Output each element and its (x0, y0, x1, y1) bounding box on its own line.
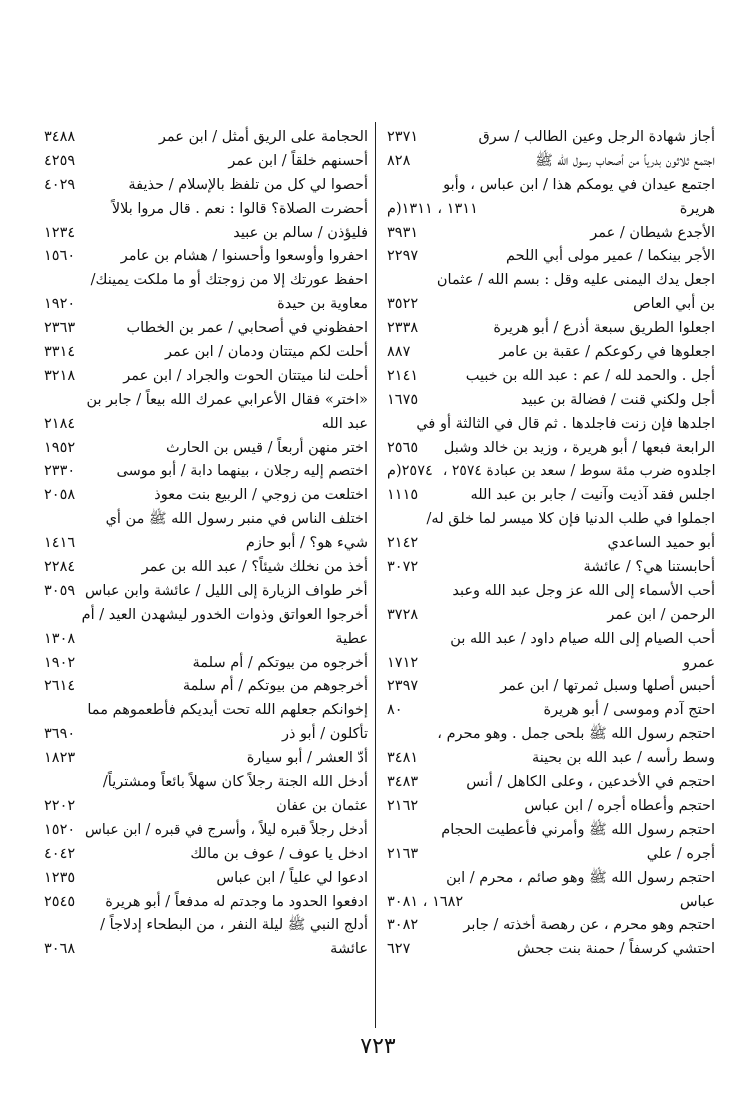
index-entry (383, 867, 715, 891)
entry-number: ٢٢٠٢ (44, 797, 76, 814)
entry-text: اجعل يدك اليمنى عليه وقل : بسم الله / عثمان (436, 272, 715, 289)
entry-number: ١٧١٢ (387, 654, 419, 671)
index-entry (383, 150, 715, 174)
index-entry (40, 150, 368, 174)
entry-number: ٤٠٤٢ (44, 845, 76, 862)
entry-text: أخرجوه من بيوتكم / أم سلمة (192, 654, 368, 671)
index-entry (40, 484, 368, 508)
index-entry (383, 723, 715, 747)
entry-text: فليؤذن / سالم بن عبيد (233, 224, 368, 241)
page-number: ٧٢٣ (360, 1034, 396, 1059)
entry-number: ٣٦٩٠ (44, 726, 76, 743)
entry-text: أجاز شهادة الرجل وعين الطالب / سرق (478, 129, 715, 145)
entry-text: أخذ من نخلك شيئاً؟ / عبد الله بن عمر (141, 559, 368, 576)
entry-number: ٢٣٩٧ (387, 678, 419, 695)
index-entry (40, 819, 368, 843)
entry-text: اجتمع ثلاثون بدرياً من أصحاب رسول الله ﷺ (535, 152, 715, 169)
index-entry (383, 652, 715, 676)
index-entry (40, 293, 368, 317)
entry-text: أدخل رجلاً قبره ليلاً ، وأسرج في قبره / ابن عباس (85, 821, 368, 838)
index-entry (40, 556, 368, 580)
entry-text: أدّ العشر / أبو سيارة (246, 750, 368, 767)
entry-text: أدلج النبي ﷺ ليلة النفر ، من البطحاء إدلاجاً / (100, 917, 368, 934)
entry-number: ١٦٨٢ ، ٣٠٨١ (387, 893, 464, 910)
entry-number: ٨٢٨ (387, 152, 411, 169)
entry-text: تأكلون / أبو ذر (281, 726, 368, 743)
entry-number: ٦٢٧ (387, 941, 411, 958)
index-entry (40, 222, 368, 246)
entry-text: أحابستنا هي؟ / عائشة (583, 559, 715, 576)
index-entry (383, 891, 715, 915)
entry-text: وسط رأسه / عبد الله بن بحينة (531, 750, 715, 767)
entry-text: اجملوا في طلب الدنيا فإن كلا ميسر لما خلق له/ (426, 511, 715, 528)
entry-text: شيء هو؟ / أبو حازم (245, 535, 368, 552)
entry-number: ١١١٥ (387, 487, 419, 504)
entry-number: ٢٢٩٧ (387, 248, 419, 265)
index-entry (40, 580, 368, 604)
entry-text: أحب الصيام إلى الله صيام داود / عبد الله بن (450, 630, 715, 647)
entry-text: احتج آدم وموسى / أبو هريرة (543, 702, 715, 719)
entry-number: ٣٠٥٩ (44, 582, 76, 599)
entry-text: احفروا وأوسعوا وأحسنوا / هشام بن عامر (120, 248, 368, 265)
entry-number: ١٥٦٠ (44, 248, 76, 265)
index-entry (383, 222, 715, 246)
entry-text: الأجر بينكما / عمير مولى أبي اللحم (506, 248, 715, 265)
entry-number: ٣٠٧٢ (387, 559, 419, 576)
entry-number: ١٩٠٢ (44, 654, 76, 671)
entry-number: ٣٩٣١ (387, 224, 419, 241)
entry-number: ٢١٦٢ (387, 797, 419, 814)
entry-text: أخرجوهم من بيوتكم / أم سلمة (182, 678, 368, 695)
entry-number: ٢١٨٤ (44, 415, 76, 432)
entry-number: ٣٧٢٨ (387, 606, 419, 623)
entry-text: اختر منهن أربعاً / قيس بن الحارث (166, 439, 368, 456)
index-entry (383, 126, 715, 150)
entry-text: احتجم وهو محرم ، عن رهصة أخذته / جابر (463, 917, 715, 934)
entry-text: أحضرت الصلاة؟ قالوا : نعم . قال مروا بلالاً (111, 200, 368, 217)
entry-number: ٢١٤١ (387, 367, 419, 384)
entry-text: أخر طواف الزيارة إلى الليل / عائشة وابن عباس (85, 582, 368, 599)
index-entry (40, 628, 368, 652)
entry-text: الرحمن / ابن عمر (607, 606, 715, 623)
entry-text: اجلدها فإن زنت فاجلدها . ثم قال في الثالثة أو في (416, 415, 715, 432)
index-entry (40, 938, 368, 962)
entry-number: ١٣٠٨ (44, 630, 76, 647)
index-entry (383, 914, 715, 938)
index-entry (383, 245, 715, 269)
entry-number: ٢٦١٤ (44, 678, 76, 695)
entry-number: ٣٤٨٨ (44, 129, 76, 145)
entry-text: الأجدع شيطان / عمر (590, 224, 715, 241)
index-entry (40, 914, 368, 938)
index-entry (40, 413, 368, 437)
entry-number: ٤٠٢٩ (44, 176, 76, 193)
index-entry (40, 604, 368, 628)
entry-text: الحجامة على الريق أمثل / ابن عمر (158, 129, 368, 145)
entry-text: أحسنهم خلقاً / ابن عمر (228, 152, 368, 169)
entry-text: أخرجوا العواتق وذوات الخدور ليشهدن العيد / أم (81, 606, 368, 623)
entry-text: اختصم إليه رجلان ، بينهما دابة / أبو موسى (116, 463, 368, 480)
entry-text: اختلف الناس في منبر رسول الله ﷺ من أي (105, 511, 368, 528)
entry-text: احتجم رسول الله ﷺ بلحى جمل . وهو محرم ، (437, 726, 715, 743)
entry-text: عثمان بن عفان (276, 797, 368, 814)
entry-text: أدخل الله الجنة رجلاً كان سهلاً بائعاً ومشترياً/ (102, 774, 368, 791)
index-entry (383, 532, 715, 556)
index-entry (383, 413, 715, 437)
entry-text: ادعوا لي علياً / ابن عباس (216, 869, 368, 886)
index-entry (40, 365, 368, 389)
index-entry (40, 389, 368, 413)
entry-number: ١٤١٦ (44, 535, 76, 552)
entry-text: أبو حميد الساعدي (607, 535, 715, 552)
index-entry (383, 675, 715, 699)
entry-number: ١٩٥٢ (44, 439, 76, 456)
index-entry (383, 604, 715, 628)
entry-number: ١٨٢٣ (44, 750, 76, 767)
entry-number: ٢١٦٣ (387, 845, 419, 862)
entry-number: ٢٥٦٥ (387, 439, 419, 456)
entry-text: اجعلوا الطريق سبعة أذرع / أبو هريرة (493, 320, 715, 337)
entry-number: ٢٥٤٥ (44, 893, 76, 910)
entry-number: ٢٣٧١ (387, 129, 419, 145)
entry-number: ١٦٧٥ (387, 391, 419, 408)
entry-text: أحب الأسماء إلى الله عز وجل عبد الله وعبد (452, 582, 715, 599)
index-entry (40, 843, 368, 867)
entry-text: عائشة (330, 941, 368, 958)
entry-text: احتجم رسول الله ﷺ وأمرني فأعطيت الحجام (441, 821, 715, 838)
entry-number: ٢٥٧٤(م (387, 463, 433, 480)
index-entry (383, 484, 715, 508)
index-entry (40, 198, 368, 222)
index-entry (383, 460, 715, 484)
entry-number: ٨٨٧ (387, 344, 411, 361)
entry-text: إخوانكم جعلهم الله تحت أيديكم فأطعموهم مما (87, 702, 368, 719)
index-entry (383, 269, 715, 293)
entry-text: معاوية بن حيدة (277, 296, 368, 313)
index-entry (40, 532, 368, 556)
entry-number: ٣٣١٤ (44, 344, 76, 361)
entry-number: ٣٥٢٢ (387, 296, 419, 313)
index-entry (40, 317, 368, 341)
index-entry (40, 652, 368, 676)
entry-number: ٢٠٥٨ (44, 487, 76, 504)
entry-text: أحبس أصلها وسبل ثمرتها / ابن عمر (500, 678, 715, 695)
entry-text: احفظ عورتك إلا من زوجتك أو ما ملكت يمينك/ (90, 272, 368, 289)
index-entry (383, 508, 715, 532)
entry-number: ٣٠٨٢ (387, 917, 419, 934)
index-entry (40, 747, 368, 771)
entry-text: احتجم وأعطاه أجره / ابن عباس (524, 797, 715, 814)
index-entry (383, 771, 715, 795)
entry-number: ٣٤٨٣ (387, 774, 419, 791)
entry-text: أحصوا لي كل من تلفظ بالإسلام / حذيفة (128, 176, 368, 193)
entry-number: ٢٣٣٨ (387, 320, 419, 337)
index-entry (383, 747, 715, 771)
index-entry (40, 269, 368, 293)
index-entry (40, 245, 368, 269)
index-entry (40, 867, 368, 891)
index-entry (40, 795, 368, 819)
index-entry (40, 699, 368, 723)
index-entry (40, 508, 368, 532)
entry-text: هريرة (679, 200, 715, 217)
entry-number: ١٥٢٠ (44, 821, 76, 838)
entry-text: احتجم في الأخدعين ، وعلى الكاهل / أنس (466, 774, 715, 791)
entry-number: ٣٢١٨ (44, 367, 76, 384)
index-entry (383, 293, 715, 317)
entry-text: الرابعة فبعها / أبو هريرة ، وزيد بن خالد وشبل (443, 439, 715, 456)
index-entry (40, 341, 368, 365)
index-entry (383, 819, 715, 843)
entry-number: ١٣١١ ، ١٣١١(م (387, 200, 478, 217)
entry-text: أجل ولكني قنت / فضالة بن عبيد (520, 391, 715, 408)
entry-number: ٣٠٦٨ (44, 941, 76, 958)
index-entry (40, 126, 368, 150)
entry-text: عطية (335, 630, 368, 647)
index-entry (40, 771, 368, 795)
entry-text: اختلعت من زوجي / الربيع بنت معوذ (154, 487, 368, 504)
index-entry (383, 437, 715, 461)
index-entry (383, 699, 715, 723)
index-entry (383, 938, 715, 962)
index-entry (383, 628, 715, 652)
entry-number: ٢٣٦٣ (44, 320, 76, 337)
entry-number: ٨٠ (387, 702, 403, 719)
entry-text: احتشي كرسفاً / حمنة بنت جحش (516, 941, 715, 958)
entry-number: ٢٣٣٠ (44, 463, 76, 480)
index-entry (40, 460, 368, 484)
entry-text: عباس (679, 893, 715, 910)
column-divider (375, 122, 376, 1028)
entry-number: ١٩٢٠ (44, 296, 76, 313)
entry-number: ٣٤٨١ (387, 750, 419, 767)
index-entry (40, 675, 368, 699)
index-entry (383, 843, 715, 867)
entry-text: بن أبي العاص (633, 296, 715, 313)
entry-text: ادفعوا الحدود ما وجدتم له مدفعاً / أبو هريرة (105, 893, 368, 910)
entry-text: «اختر» فقال الأعرابي عمرك الله بيعاً / جابر بن (86, 391, 368, 408)
entry-text: ادخل يا عوف / عوف بن مالك (190, 845, 368, 862)
index-entry (40, 437, 368, 461)
entry-text: أجره / علي (646, 845, 715, 862)
index-entry (383, 795, 715, 819)
index-entry (383, 365, 715, 389)
entry-number: ١٢٣٤ (44, 224, 76, 241)
entry-text: أجل . والحمد لله / عم : عبد الله بن خبيب (465, 367, 715, 384)
index-entry (383, 198, 715, 222)
index-entry (383, 341, 715, 365)
index-column-left (40, 126, 368, 962)
entry-text: عبد الله (321, 415, 368, 432)
index-entry (383, 556, 715, 580)
index-entry (383, 580, 715, 604)
entry-text: عمرو (682, 654, 715, 671)
index-entry (383, 174, 715, 198)
entry-text: اجلدوه ضرب مئة سوط / سعد بن عبادة ٢٥٧٤ ، (442, 463, 715, 480)
index-entry (383, 389, 715, 413)
index-column-right (383, 126, 715, 962)
index-entry (40, 723, 368, 747)
index-entry (383, 317, 715, 341)
entry-text: اجتمع عيدان في يومكم هذا / ابن عباس ، وأبو (443, 176, 715, 193)
entry-text: احتجم رسول الله ﷺ وهو صائم ، محرم / ابن (446, 869, 715, 886)
entry-text: أحلت لنا ميتتان الحوت والجراد / ابن عمر (123, 367, 368, 384)
entry-number: ٢٢٨٤ (44, 559, 76, 576)
entry-number: ٤٢٥٩ (44, 152, 76, 169)
entry-number: ١٢٣٥ (44, 869, 76, 886)
index-entry (40, 891, 368, 915)
entry-number: ٢١٤٢ (387, 535, 419, 552)
entry-text: اجعلوها في ركوعكم / عقبة بن عامر (499, 344, 715, 361)
entry-text: اجلس فقد آذيت وآنيت / جابر بن عبد الله (470, 487, 715, 504)
entry-text: أحلت لكم ميتتان ودمان / ابن عمر (164, 344, 368, 361)
index-entry (40, 174, 368, 198)
entry-text: احفظوني في أصحابي / عمر بن الخطاب (126, 320, 368, 337)
